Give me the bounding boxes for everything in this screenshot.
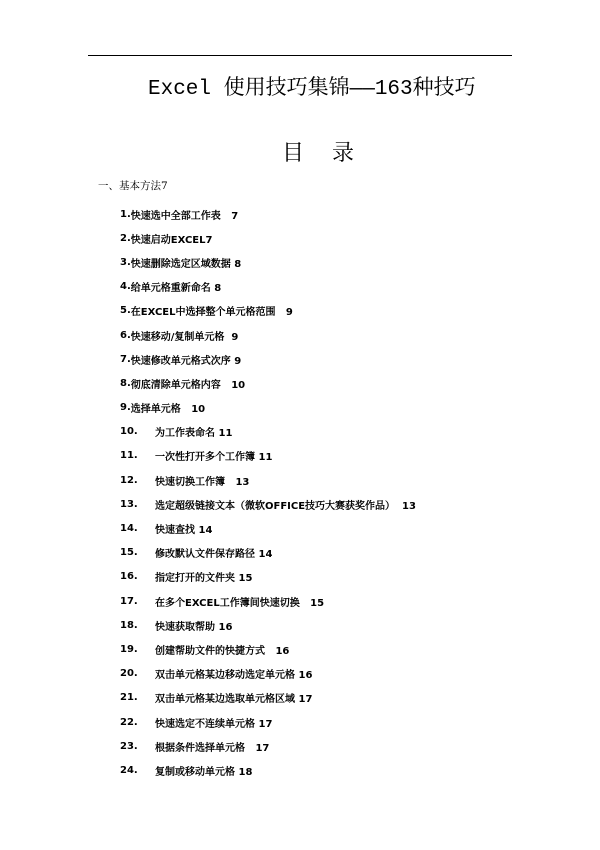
toc-entry-text: 根据条件选择单元格 17 bbox=[155, 742, 270, 754]
toc-entry[interactable] bbox=[120, 250, 416, 274]
toc-entry-text: 快速查找 14 bbox=[155, 525, 213, 537]
toc-entry-number: 13. bbox=[120, 498, 138, 510]
toc-entry-number: 18. bbox=[120, 619, 138, 631]
toc-entry-text: 给单元格重新命名 8 bbox=[130, 283, 222, 295]
toc-entry[interactable] bbox=[120, 371, 416, 395]
toc-heading: 目 录 bbox=[282, 141, 354, 166]
toc-entry[interactable] bbox=[120, 299, 416, 323]
toc-entry-text: 快速获取帮助 16 bbox=[155, 621, 233, 633]
header-rule bbox=[88, 55, 512, 56]
toc-entry-number: 4. bbox=[120, 281, 131, 293]
toc-entry-text: 复制或移动单元格 18 bbox=[155, 766, 253, 778]
toc-entry-text: 创建帮助文件的快捷方式 16 bbox=[155, 645, 290, 657]
toc-entry-number: 6. bbox=[120, 329, 131, 341]
toc-entry-text: 彻底清除单元格内容 10 bbox=[130, 379, 246, 391]
toc-entry-text: 一次性打开多个工作簿 11 bbox=[155, 452, 273, 464]
toc-entry[interactable] bbox=[120, 710, 416, 734]
toc-entry[interactable] bbox=[120, 541, 416, 565]
document-title: Excel 使用技巧集锦——163种技巧 bbox=[148, 78, 476, 101]
toc-entry[interactable] bbox=[120, 734, 416, 758]
toc-entry[interactable] bbox=[120, 637, 416, 661]
toc-entry-number: 2. bbox=[120, 232, 131, 244]
toc-entry[interactable] bbox=[120, 589, 416, 613]
toc-entry-number: 24. bbox=[120, 764, 138, 776]
toc-entry-number: 15. bbox=[120, 547, 138, 559]
toc-entry-text: 指定打开的文件夹 15 bbox=[155, 573, 253, 585]
toc-entry[interactable] bbox=[120, 758, 416, 782]
toc-entry-number: 16. bbox=[120, 571, 138, 583]
toc-entry[interactable] bbox=[120, 444, 416, 468]
toc-entry-text: 选择单元格 10 bbox=[130, 404, 206, 416]
toc-entry-number: 22. bbox=[120, 716, 138, 728]
toc-entry-text: 快速选中全部工作表 7 bbox=[130, 210, 239, 222]
toc-entry-number: 19. bbox=[120, 643, 138, 655]
toc-entry-text: 快速移动/复制单元格 9 bbox=[130, 331, 239, 343]
toc-entry[interactable] bbox=[120, 275, 416, 299]
toc-entry[interactable] bbox=[120, 516, 416, 540]
toc-entry-text: 快速删除选定区域数据 8 bbox=[130, 258, 242, 270]
section-heading-basic-methods[interactable]: 一、基本方法7 bbox=[98, 180, 168, 192]
toc-entry-number: 1. bbox=[120, 208, 131, 220]
toc-entry-text: 快速修改单元格式次序 9 bbox=[130, 355, 242, 367]
toc-entry[interactable] bbox=[120, 468, 416, 492]
toc-entry-text: 修改默认文件保存路径 14 bbox=[155, 549, 273, 561]
toc-entry-text: 为工作表命名 11 bbox=[155, 428, 233, 440]
toc-entry-number: 3. bbox=[120, 256, 131, 268]
toc-list bbox=[120, 202, 416, 783]
toc-entry-text: 快速切换工作簿 13 bbox=[155, 476, 250, 488]
toc-entry[interactable] bbox=[120, 202, 416, 226]
toc-entry-number: 21. bbox=[120, 692, 138, 704]
toc-entry-text: 双击单元格某边选取单元格区域 17 bbox=[155, 694, 313, 706]
toc-entry-number: 9. bbox=[120, 402, 131, 414]
toc-entry-text: 选定超级链接文本（微软OFFICE技巧大赛获奖作品） 13 bbox=[155, 500, 416, 512]
toc-entry[interactable] bbox=[120, 420, 416, 444]
toc-entry[interactable] bbox=[120, 686, 416, 710]
toc-entry-number: 11. bbox=[120, 450, 138, 462]
toc-entry-number: 12. bbox=[120, 474, 138, 486]
toc-entry-text: 双击单元格某边移动选定单元格 16 bbox=[155, 670, 313, 682]
toc-entry[interactable] bbox=[120, 323, 416, 347]
toc-entry-text: 在EXCEL中选择整个单元格范围 9 bbox=[130, 307, 293, 319]
toc-entry-number: 5. bbox=[120, 305, 131, 317]
toc-entry-number: 7. bbox=[120, 353, 131, 365]
toc-entry[interactable] bbox=[120, 396, 416, 420]
toc-entry[interactable] bbox=[120, 226, 416, 250]
toc-entry-number: 14. bbox=[120, 523, 138, 535]
toc-entry-number: 20. bbox=[120, 668, 138, 680]
toc-entry[interactable] bbox=[120, 565, 416, 589]
toc-entry-number: 17. bbox=[120, 595, 138, 607]
toc-entry-text: 在多个EXCEL工作簿间快速切换 15 bbox=[155, 597, 325, 609]
toc-entry[interactable] bbox=[120, 492, 416, 516]
toc-entry-text: 快速选定不连续单元格 17 bbox=[155, 718, 273, 730]
toc-entry-number: 10. bbox=[120, 426, 138, 438]
toc-entry[interactable] bbox=[120, 662, 416, 686]
toc-entry[interactable] bbox=[120, 613, 416, 637]
toc-entry[interactable] bbox=[120, 347, 416, 371]
toc-entry-number: 23. bbox=[120, 740, 138, 752]
toc-entry-text: 快速启动EXCEL7 bbox=[130, 234, 213, 246]
toc-entry-number: 8. bbox=[120, 377, 131, 389]
